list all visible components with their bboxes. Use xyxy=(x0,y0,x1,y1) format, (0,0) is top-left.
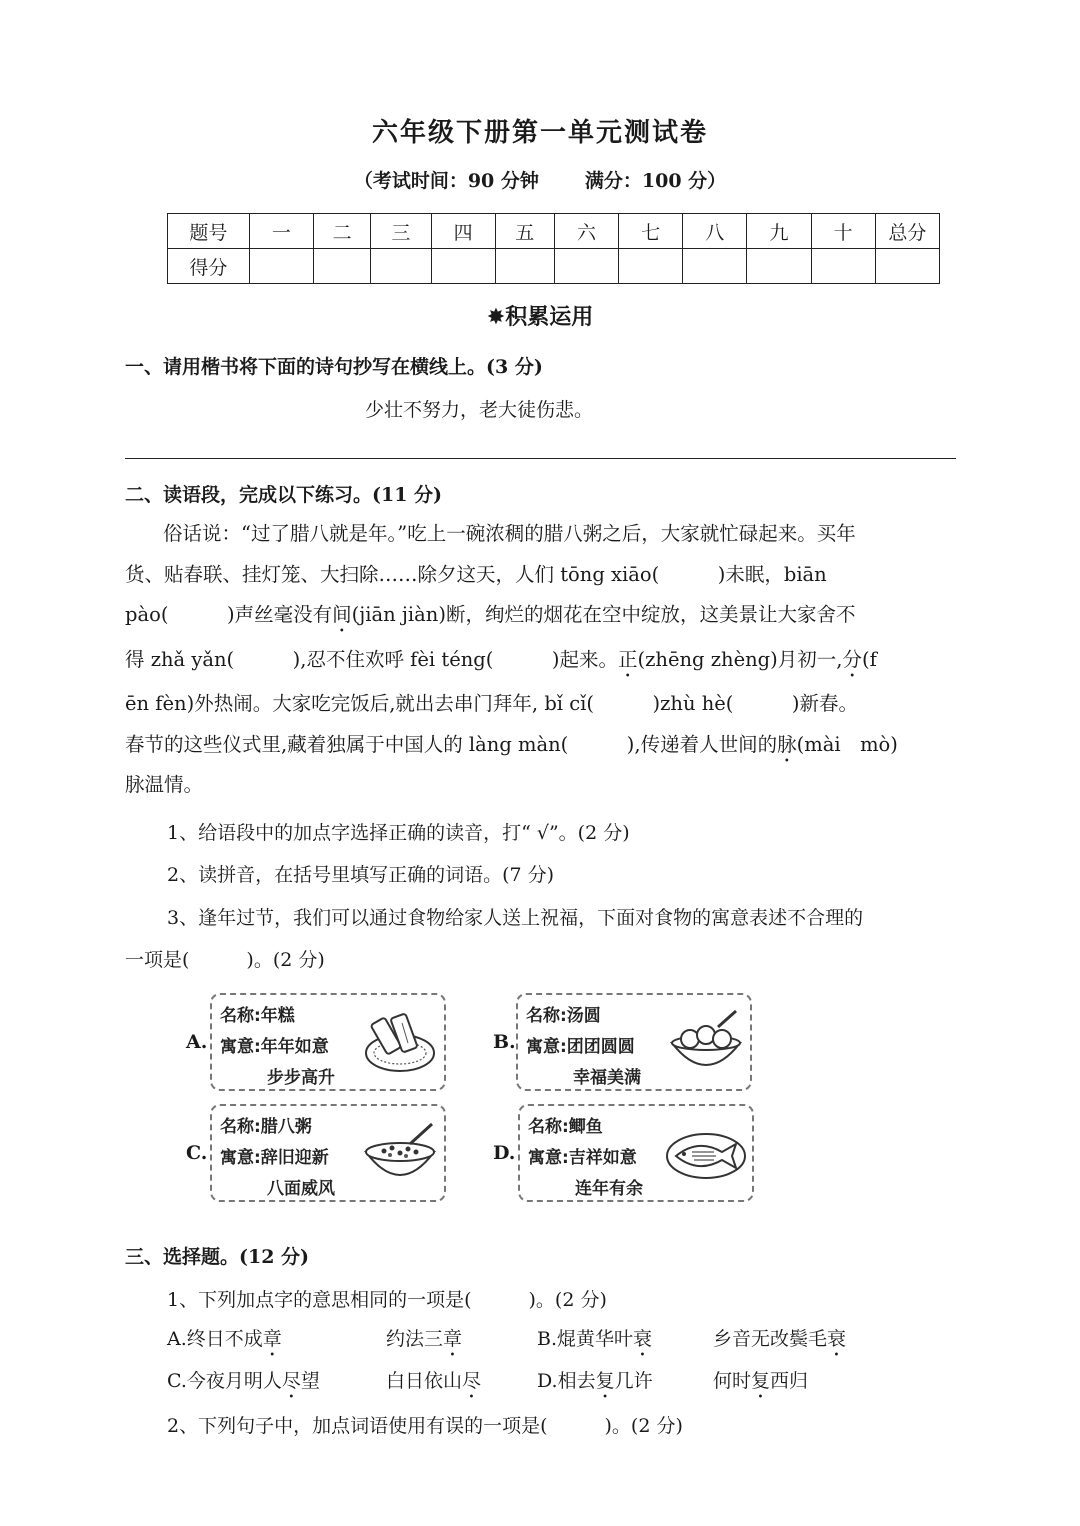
passage-line: 脉温情。 xyxy=(125,773,204,796)
sub-question-1: 1、给语段中的加点字选择正确的读音，打“ √”。(2 分) xyxy=(167,822,630,844)
score-entry-cell[interactable] xyxy=(619,249,683,284)
choice-c-item-2: 白日依山尽 xyxy=(386,1370,482,1392)
passage-line: 货、贴春联、挂灯笼、大扫除……除夕这天，人们 tōng xiāo( )未眠，biān xyxy=(125,562,827,586)
choice-d-item-2: 何时复西归 xyxy=(713,1370,809,1392)
full-score: 满分：100 分） xyxy=(584,170,727,192)
dotted-char: 正 xyxy=(618,647,638,671)
fish-plate-icon xyxy=(664,1124,748,1184)
food-name: 名称:年糕 xyxy=(220,1006,295,1026)
choice-a-item-1: A.终日不成章 xyxy=(167,1328,282,1350)
score-entry-cell[interactable] xyxy=(683,249,747,284)
exam-time: （考试时间：90 分钟 xyxy=(353,170,539,192)
score-table-score-row xyxy=(168,249,940,284)
passage-line xyxy=(125,725,957,766)
passage-line: 俗话说：“过了腊八就是年。”吃上一碗浓稠的腊八粥之后，大家就忙碌起来。买年 xyxy=(163,522,856,545)
option-d-label: D. xyxy=(493,1142,516,1164)
option-c-card[interactable] xyxy=(210,1104,446,1202)
score-entry-cell[interactable] xyxy=(554,249,618,284)
choice-d-item-1: D.相去复几许 xyxy=(537,1370,653,1392)
score-entry-cell[interactable] xyxy=(495,249,554,284)
table-cell: 十 xyxy=(811,214,875,249)
passage-text: 得 zhǎ yǎn( ),忍不住欢呼 fèi téng( )起来。 xyxy=(125,647,618,671)
question-1-heading: 一、请用楷书将下面的诗句抄写在横线上。(3 分) xyxy=(125,356,543,378)
passage-text: (zhēng zhèng)月初一, xyxy=(637,647,843,671)
question-3-heading: 三、选择题。(12 分) xyxy=(125,1246,310,1268)
table-cell: 四 xyxy=(431,214,495,249)
dotted-char: 尽 xyxy=(462,1370,482,1392)
tangyuan-bowl-icon xyxy=(666,1007,746,1079)
table-cell: 题号 xyxy=(168,214,250,249)
score-entry-cell[interactable] xyxy=(747,249,811,284)
table-cell: 三 xyxy=(371,214,431,249)
score-entry-cell[interactable] xyxy=(249,249,313,284)
dotted-char: 复 xyxy=(751,1370,771,1392)
passage-text: (jiān jiàn)断，绚烂的烟花在空中绽放，这美景让大家舍不 xyxy=(351,603,856,626)
table-cell: 九 xyxy=(747,214,811,249)
food-meaning: 寓意:辞旧迎新 xyxy=(220,1148,329,1168)
dotted-char: 衰 xyxy=(633,1328,653,1350)
passage-text: (f xyxy=(861,647,877,671)
dotted-char: 尽 xyxy=(281,1370,301,1392)
dotted-char: 分 xyxy=(842,647,862,671)
passage-line: ēn fèn)外热闹。大家吃完饭后,就出去串门拜年, bǐ cǐ( )zhù hè( )新春。 xyxy=(125,692,859,715)
food-meaning: 步步高升 xyxy=(267,1068,335,1088)
choice-c-item-1: C.今夜月明人尽望 xyxy=(167,1370,320,1392)
passage-text: 春节的这些仪式里,藏着独属于中国人的 làng màn( ),传递着人世间的 xyxy=(125,732,778,756)
dotted-char: 间 xyxy=(332,603,352,626)
poem-line: 少壮不努力，老大徒伤悲。 xyxy=(365,399,594,421)
dotted-char: 衰 xyxy=(827,1328,847,1350)
passage-line xyxy=(125,640,957,681)
dotted-char: 章 xyxy=(262,1328,282,1350)
reading-passage xyxy=(125,514,957,806)
sub-question-3: 3、逢年过节，我们可以通过食物给家人送上祝福，下面对食物的寓意表述不合理的 xyxy=(167,907,864,929)
section-title: ✸积累运用 xyxy=(486,305,594,330)
question-2-heading: 二、读语段，完成以下练习。(11 分) xyxy=(125,484,443,506)
score-entry-cell[interactable] xyxy=(313,249,370,284)
passage-text: (mài mò) xyxy=(796,732,898,756)
option-d-card[interactable] xyxy=(518,1104,754,1202)
option-c-label: C. xyxy=(186,1142,208,1164)
dotted-char: 脉 xyxy=(777,732,797,756)
table-cell: 二 xyxy=(313,214,370,249)
table-cell: 总分 xyxy=(875,214,939,249)
sub-question-2: 2、读拼音，在括号里填写正确的词语。(7 分) xyxy=(167,864,555,886)
table-cell: 八 xyxy=(683,214,747,249)
page-title: 六年级下册第一单元测试卷 xyxy=(371,118,708,148)
score-entry-cell[interactable] xyxy=(371,249,431,284)
option-a-card[interactable] xyxy=(210,993,446,1091)
q3-sub-question-1: 1、下列加点字的意思相同的一项是( )。(2 分) xyxy=(167,1289,607,1311)
food-meaning: 连年有余 xyxy=(575,1179,643,1199)
choice-b-item-2: 乡音无改鬓毛衰 xyxy=(713,1328,847,1350)
food-meaning: 幸福美满 xyxy=(573,1068,641,1088)
food-name: 名称:汤圆 xyxy=(526,1006,601,1026)
table-cell: 七 xyxy=(619,214,683,249)
option-a-label: A. xyxy=(186,1031,208,1053)
food-meaning: 寓意:吉祥如意 xyxy=(528,1148,637,1168)
food-name: 名称:鲫鱼 xyxy=(528,1117,603,1137)
food-meaning: 寓意:团团圆圆 xyxy=(526,1037,635,1057)
table-cell: 五 xyxy=(495,214,554,249)
score-entry-cell[interactable] xyxy=(875,249,939,284)
food-meaning: 八面威风 xyxy=(267,1179,335,1199)
table-cell: 得分 xyxy=(168,249,250,284)
choice-b-item-1: B.焜黄华叶衰 xyxy=(537,1328,653,1350)
exam-info xyxy=(0,166,1080,193)
choice-a-item-2: 约法三章 xyxy=(386,1328,463,1350)
q3-sub-question-2: 2、下列句子中，加点词语使用有误的一项是( )。(2 分) xyxy=(167,1415,683,1437)
sub-question-3-cont: 一项是( )。(2 分) xyxy=(125,949,325,971)
table-cell: 六 xyxy=(554,214,618,249)
passage-line xyxy=(125,595,957,636)
passage-text: pào( )声丝毫没有 xyxy=(125,603,333,626)
food-meaning: 寓意:年年如意 xyxy=(220,1037,329,1057)
writing-line[interactable] xyxy=(125,458,956,459)
table-cell: 一 xyxy=(249,214,313,249)
score-table xyxy=(167,213,940,284)
option-b-label: B. xyxy=(493,1031,516,1053)
laba-porridge-icon xyxy=(360,1118,440,1190)
rice-cake-icon xyxy=(362,1009,438,1077)
dotted-char: 章 xyxy=(443,1328,463,1350)
dotted-char: 复 xyxy=(595,1370,615,1392)
score-entry-cell[interactable] xyxy=(431,249,495,284)
score-table-header-row xyxy=(168,214,940,249)
option-b-card[interactable] xyxy=(516,993,752,1091)
score-entry-cell[interactable] xyxy=(811,249,875,284)
food-name: 名称:腊八粥 xyxy=(220,1117,312,1137)
